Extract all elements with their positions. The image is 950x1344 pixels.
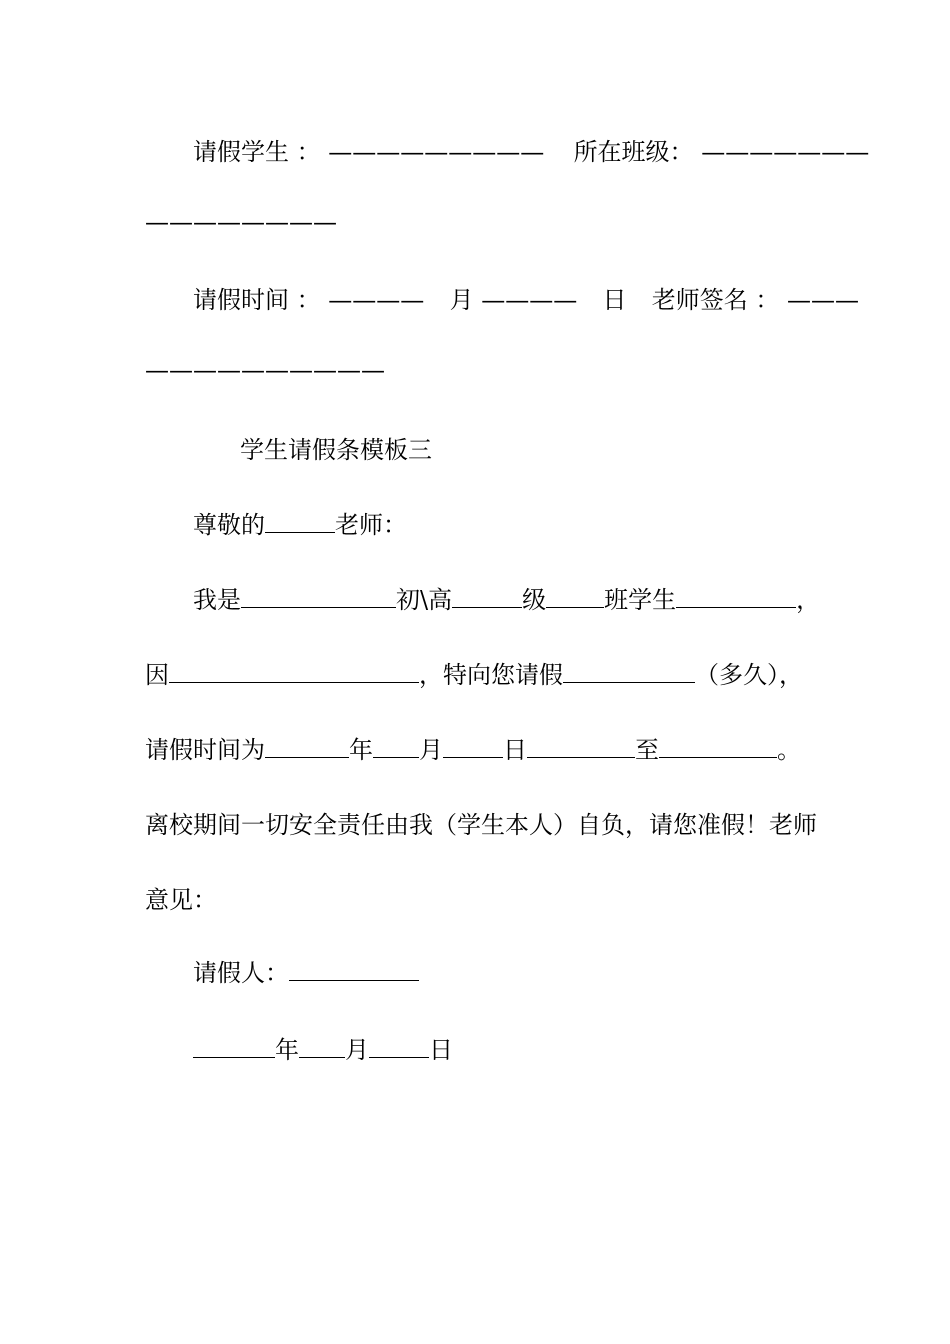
text-opinion: 意见： [145, 886, 217, 914]
body-line-1 [193, 585, 820, 615]
template-title [240, 435, 432, 465]
class-label: 所在班级： [573, 138, 694, 166]
start-day-blank[interactable] [443, 735, 503, 758]
student-name-blank[interactable] [676, 585, 796, 608]
salutation-line [193, 510, 407, 540]
text-year: 年 [349, 736, 373, 764]
text-safety-responsibility: 离校期间一切安全责任由我（学生本人）自负，请您准假！老师 [145, 811, 817, 839]
teacher-name-blank[interactable] [265, 510, 335, 533]
applicant-label: 请假人： [193, 959, 289, 987]
text-request-leave: ，特向您请假 [419, 661, 563, 689]
sign-year-blank[interactable] [193, 1035, 275, 1058]
start-month-blank[interactable] [373, 735, 419, 758]
start-time-blank[interactable] [527, 735, 635, 758]
student-label: 请假学生 ： [193, 138, 321, 166]
text-period: 。 [777, 736, 801, 764]
text-how-long: （多久）， [695, 661, 803, 689]
month-label: 月 [449, 286, 474, 314]
date-day-label: 日 [429, 1036, 453, 1064]
teacher-sign-continuation-line [145, 355, 385, 385]
applicant-line [193, 958, 419, 988]
class-dashes: ——————— [701, 138, 870, 166]
time-dashes-1: ———— [328, 286, 425, 314]
school-blank[interactable] [241, 585, 396, 608]
teacher-sign-dashes-cont: —————————— [145, 356, 385, 384]
end-time-blank[interactable] [659, 735, 777, 758]
applicant-blank[interactable] [289, 958, 419, 981]
body-line-2 [145, 660, 803, 690]
text-leave-time: 请假时间为 [145, 736, 265, 764]
salutation-post: 老师： [335, 511, 407, 539]
date-line [193, 1035, 453, 1065]
teacher-sign-dashes: ——— [787, 286, 860, 314]
text-grade: 级 [522, 586, 547, 614]
date-year-label: 年 [275, 1036, 299, 1064]
body-line-5 [145, 885, 217, 915]
text-month: 月 [419, 736, 443, 764]
class-dashes-cont: ———————— [145, 208, 337, 236]
text-class-student: 班学生 [604, 586, 677, 614]
student-class-line [193, 137, 869, 167]
reason-blank[interactable] [169, 660, 419, 683]
grade-blank[interactable] [452, 585, 522, 608]
date-month-label: 月 [345, 1036, 369, 1064]
template-title-text: 学生请假条模板三 [240, 436, 432, 464]
text-comma: ， [796, 586, 821, 614]
sign-day-blank[interactable] [369, 1035, 429, 1058]
student-dashes: ————————— [328, 138, 545, 166]
start-year-blank[interactable] [265, 735, 349, 758]
time-teacher-line [193, 285, 859, 315]
body-line-3 [145, 735, 801, 765]
text-junior-senior: 初\高 [396, 586, 453, 614]
text-because: 因 [145, 661, 169, 689]
time-label: 请假时间 ： [193, 286, 321, 314]
time-dashes-2: ———— [481, 286, 578, 314]
day-label: 日 [602, 286, 627, 314]
body-line-4 [145, 810, 817, 840]
class-dashes-continuation-line [145, 207, 337, 237]
duration-blank[interactable] [563, 660, 695, 683]
class-blank[interactable] [546, 585, 604, 608]
text-day: 日 [503, 736, 527, 764]
sign-month-blank[interactable] [299, 1035, 345, 1058]
text-to: 至 [635, 736, 659, 764]
teacher-sign-label: 老师签名 ： [651, 286, 780, 314]
salutation-pre: 尊敬的 [193, 511, 265, 539]
text-i-am: 我是 [193, 586, 241, 614]
